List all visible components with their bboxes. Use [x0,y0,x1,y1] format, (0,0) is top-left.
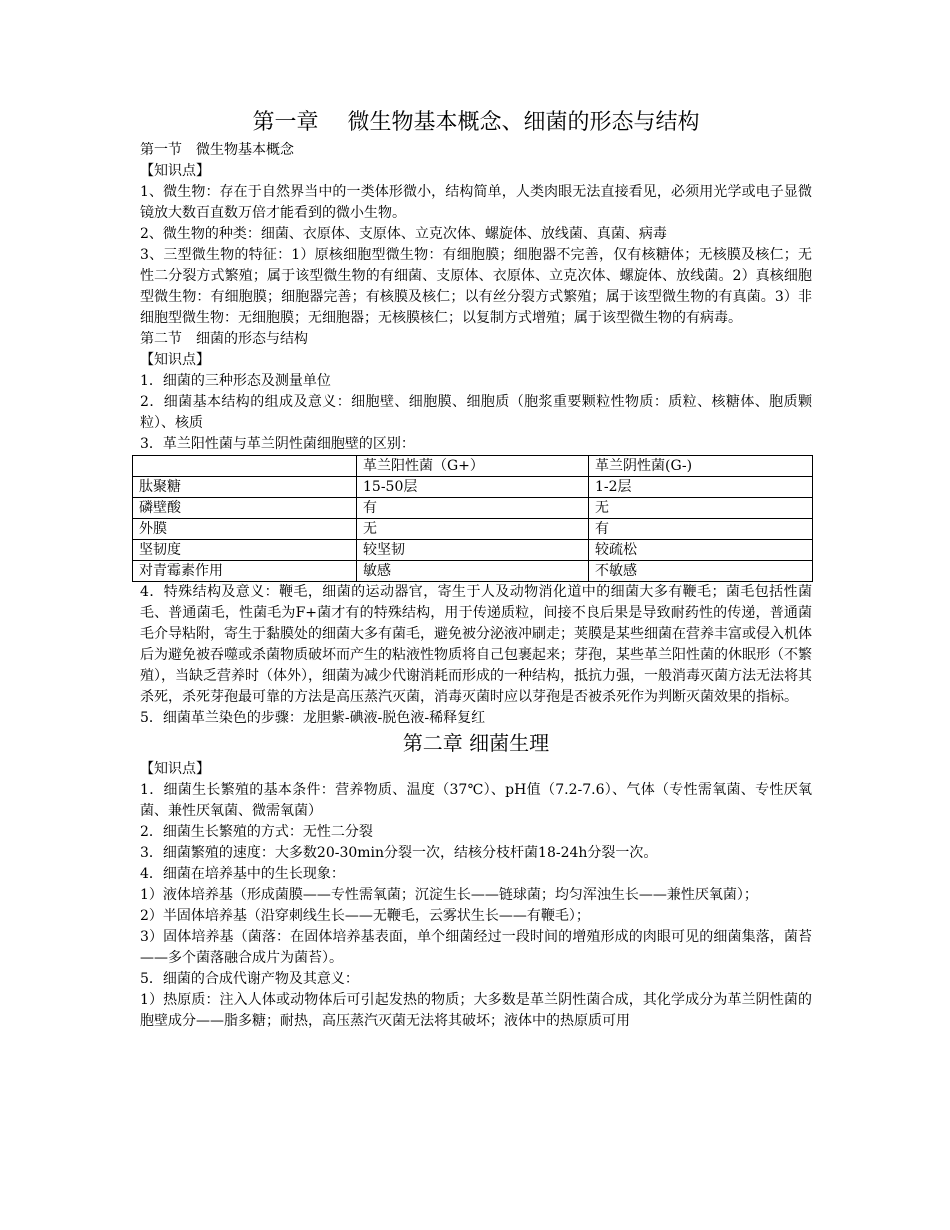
table-row [133,561,813,582]
chapter-1-title: 第一章 微生物基本概念、细菌的形态与结构 [252,110,700,135]
table-cell: 肽聚糖 [133,477,357,498]
list-item: 4．特殊结构及意义：鞭毛，细菌的运动器官，寄生于人及动物消化道中的细菌大多有鞭毛；菌毛包括性菌毛、普通菌毛，性菌毛为F+菌才有的特殊结构，用于传递质粒，间接不良后果是导致耐药性的传递，普通菌毛介导粘附，寄生于黏膜处的细菌大多有菌毛，避免被分泌液冲刷走；荚膜是某些细菌在营养丰富或侵入机体后为避免被吞噬或杀菌物质破坏而产生的粘液性物质将自己包裹起来；芽孢，某些革兰阳性菌的休眠形（不繁殖），当缺乏营养时（体外），细菌为减少代谢消耗而形成的一种结构，抵抗力强，一般消毒灭菌方法无法将其杀死，杀死芽孢最可靠的方法是高压蒸汽灭菌，消毒灭菌时应以芽孢是否被杀死作为判断灭菌效果的指标。 [140,584,812,705]
table-row [133,540,813,561]
knowledge-label: 【知识点】 [140,352,210,368]
section-2-title: 第二节 细菌的形态与结构 [140,331,308,347]
table-header-cell [133,456,357,477]
list-item: 3．细菌繁殖的速度：大多数20-30min分裂一次，结核分枝杆菌18-24h分裂一次。 [140,845,658,861]
document-page [140,108,812,1032]
paragraph-microorganism-definition: 1、微生物：存在于自然界当中的一类体形微小，结构简单，人类肉眼无法直接看见，必须用光学或电子显微镜放大数百直数万倍才能看到的微小生物。 [140,184,812,221]
paragraph-three-types-features: 3、三型微生物的特征：1）原核细胞型微生物：有细胞膜；细胞器不完善，仅有核糖体；无核膜及核仁；无性二分裂方式繁殖；属于该型微生物的有细菌、支原体、衣原体、立克次体、螺旋体、放线菌。2）真核细胞型微生物：有细胞膜；细胞器完善；有核膜及核仁；以有丝分裂方式繁殖；属于该型微生物的有真菌。3）非细胞型微生物：无细胞膜；无细胞器；无核膜核仁；以复制方式增殖；属于该型微生物的有病毒。 [140,247,812,326]
table-header-cell: 革兰阳性菌（G+） [357,456,589,477]
list-item: 2．细菌基本结构的组成及意义：细胞壁、细胞膜、细胞质（胞浆重要颗粒性物质：质粒、核糖体、胞质颗粒）、核质 [140,394,812,431]
table-cell: 较疏松 [589,540,813,561]
list-item: 1）液体培养基（形成菌膜——专性需氧菌；沉淀生长——链球菌；均匀浑浊生长——兼性厌氧菌）； [140,887,758,903]
table-cell: 不敏感 [589,561,813,582]
table-cell: 外膜 [133,519,357,540]
table-header-row [133,456,813,477]
table-row [133,477,813,498]
table-header-cell: 革兰阴性菌(G-) [589,456,813,477]
section-1-title: 第一节 微生物基本概念 [140,142,294,158]
chapter-2-title: 第二章 细菌生理 [402,731,550,755]
list-item: 5．细菌革兰染色的步骤：龙胆紫-碘液-脱色液-稀释复红 [140,710,486,726]
table-cell: 1-2层 [589,477,813,498]
table-cell: 无 [589,498,813,519]
table-cell: 无 [357,519,589,540]
list-item: 1）热原质：注入人体或动物体后可引起发热的物质；大多数是革兰阴性菌合成，其化学成分为革兰阴性菌的胞壁成分——脂多糖；耐热，高压蒸汽灭菌无法将其破坏；液体中的热原质可用 [140,992,812,1029]
list-item: 3．革兰阳性菌与革兰阴性菌细胞壁的区别： [140,436,415,452]
cell-wall-comparison-table [132,455,813,582]
paragraph-microorganism-types: 2、微生物的种类：细菌、衣原体、支原体、立克次体、螺旋体、放线菌、真菌、病毒 [140,226,667,242]
list-item: 5．细菌的合成代谢产物及其意义： [140,971,359,987]
table-cell: 有 [357,498,589,519]
table-cell: 15-50层 [357,477,589,498]
table-cell: 磷壁酸 [133,498,357,519]
list-item: 4．细菌在培养基中的生长现象： [140,866,345,882]
list-item: 2）半固体培养基（沿穿刺线生长——无鞭毛，云雾状生长——有鞭毛）； [140,908,590,924]
list-item: 3）固体培养基（菌落：在固体培养基表面，单个细菌经过一段时间的增殖形成的肉眼可见的细菌集落，菌苔——多个菌落融合成片为菌苔）。 [140,929,812,966]
table-cell: 敏感 [357,561,589,582]
knowledge-label: 【知识点】 [140,163,210,179]
table-cell: 较坚韧 [357,540,589,561]
table-cell: 坚韧度 [133,540,357,561]
list-item: 1．细菌生长繁殖的基本条件：营养物质、温度（37℃）、pH值（7.2-7.6）、气体（专性需氧菌、专性厌氧菌、兼性厌氧菌、微需氧菌） [140,782,812,819]
list-item: 1．细菌的三种形态及测量单位 [140,373,331,389]
table-cell: 有 [589,519,813,540]
table-row [133,498,813,519]
list-item: 2．细菌生长繁殖的方式：无性二分裂 [140,824,373,840]
table-cell: 对青霉素作用 [133,561,357,582]
table-row [133,519,813,540]
knowledge-label: 【知识点】 [140,761,210,777]
